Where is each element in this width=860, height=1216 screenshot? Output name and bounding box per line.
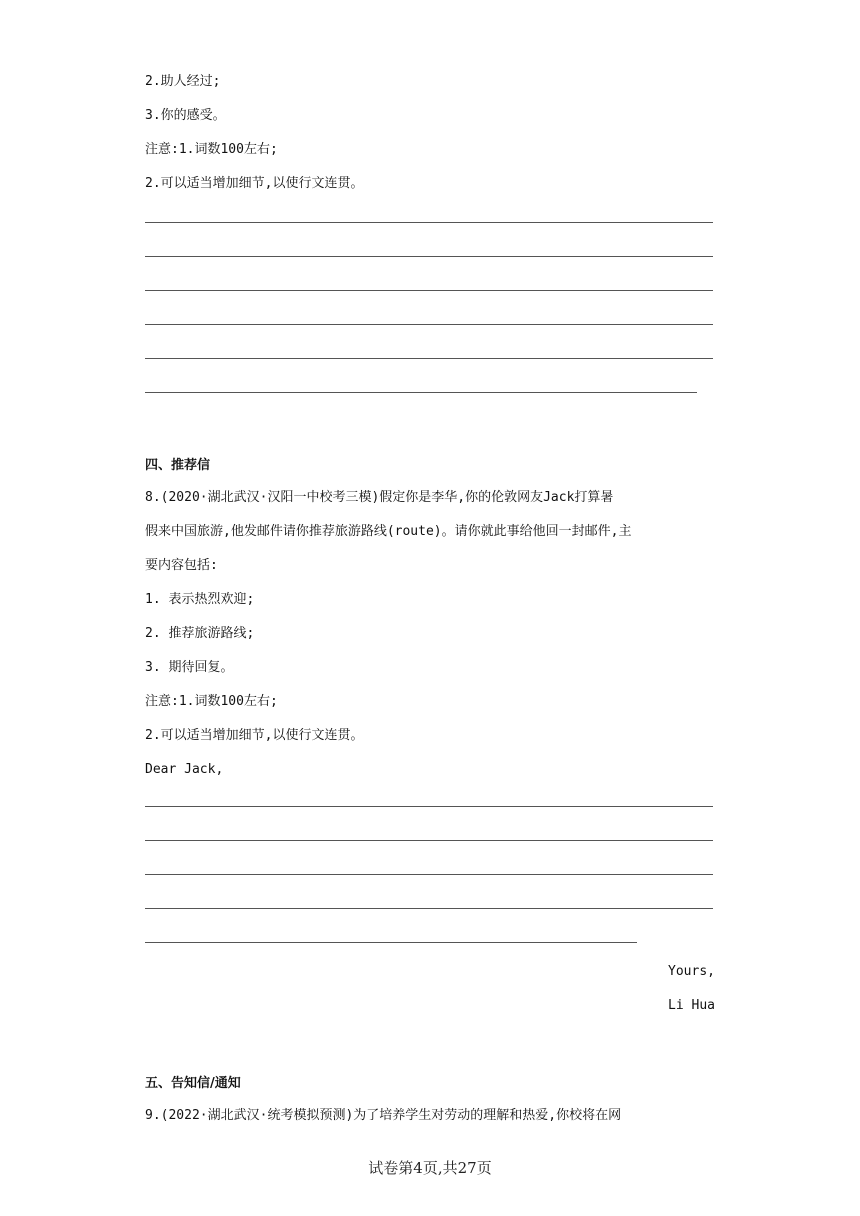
question-text: 8.(2020·湖北武汉·汉阳一中校考三模)假定你是李华,你的伦敦网友Jack打算暑 — [145, 490, 614, 505]
answer-line — [145, 840, 713, 841]
note-1: 注意:1.词数100左右; — [145, 142, 278, 157]
note-1: 注意:1.词数100左右; — [145, 694, 278, 709]
question-text: 假来中国旅游,他发邮件请你推荐旅游路线(route)。请你就此事给他回一封邮件,主 — [145, 524, 632, 539]
answer-line — [145, 392, 697, 393]
answer-line — [145, 908, 713, 909]
list-item: 2. 推荐旅游路线; — [145, 626, 255, 641]
question-text: 9.(2022·湖北武汉·统考模拟预测)为了培养学生对劳动的理解和热爱,你校将在网 — [145, 1108, 622, 1123]
question-text: 要内容包括: — [145, 558, 218, 573]
note-2: 2.可以适当增加细节,以使行文连贯。 — [145, 176, 364, 191]
note-2: 2.可以适当增加细节,以使行文连贯。 — [145, 728, 364, 743]
answer-line — [145, 222, 713, 223]
answer-line — [145, 806, 713, 807]
answer-line — [145, 324, 713, 325]
answer-line — [145, 358, 713, 359]
list-item: 3. 期待回复。 — [145, 660, 234, 675]
answer-line — [145, 874, 713, 875]
section-heading: 四、推荐信 — [145, 458, 211, 473]
answer-line — [145, 256, 713, 257]
answer-line — [145, 290, 713, 291]
page-footer: 试卷第4页,共27页 — [368, 1159, 492, 1177]
item-3: 3.你的感受。 — [145, 108, 226, 123]
list-item: 1. 表示热烈欢迎; — [145, 592, 255, 607]
letter-signature: Li Hua — [668, 998, 715, 1013]
letter-greeting: Dear Jack, — [145, 762, 224, 777]
item-2: 2.助人经过; — [145, 74, 221, 89]
section-heading: 五、告知信/通知 — [145, 1076, 241, 1091]
letter-closing: Yours, — [668, 964, 715, 979]
answer-line — [145, 942, 637, 943]
